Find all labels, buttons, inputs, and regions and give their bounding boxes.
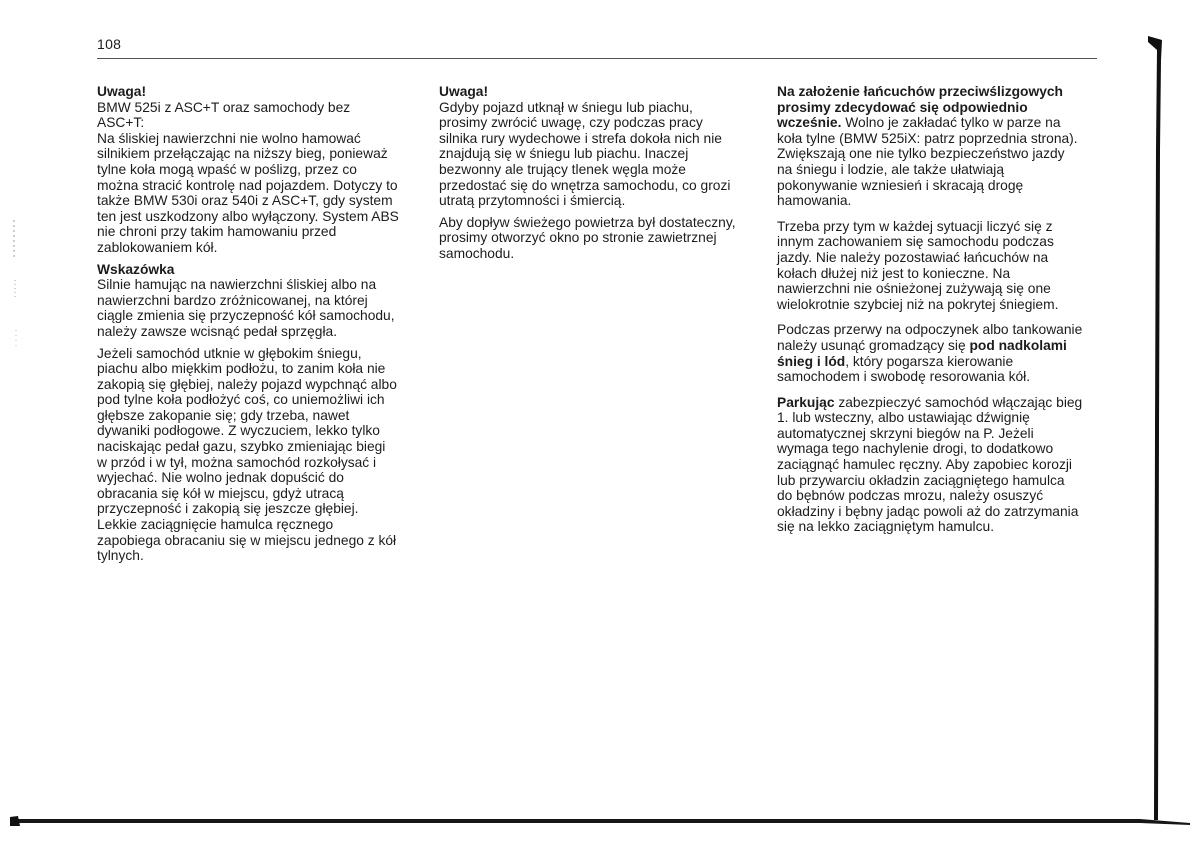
bottom-edge-rule bbox=[10, 814, 1190, 828]
exhaust-warning-body: Gdyby pojazd utknął w śniegu lub piachu, prosimy zwrócić uwagę, czy podczas pracy silnika rury wydechowe i strefa dokoła nich nie znajdują się w śniegu lub piachu. Inaczej bezwonny ale trujący tlenek węgla może przedostać się do wnętrza samochodu, co grozi utratą przytomności i śmiercią. bbox=[439, 99, 731, 209]
parking-paragraph bbox=[777, 395, 1083, 535]
warning-heading: Uwaga! bbox=[97, 84, 147, 99]
ventilation-paragraph: Aby dopływ świeżego powietrza był dostateczny, prosimy otworzyć okno po stronie zawietrznej samochodu. bbox=[439, 214, 736, 261]
wheel-arch-text-a: Podczas przerwy na odpoczynek albo tankowanie należy usunąć gromadzący się bbox=[777, 322, 1083, 353]
parking-bold: Parkując bbox=[777, 394, 835, 410]
binding-edge-mark bbox=[1148, 30, 1164, 830]
wheel-arch-snow-paragraph bbox=[777, 322, 1083, 384]
snow-chains-paragraph bbox=[777, 84, 1083, 209]
tip-body: Silnie hamując na nawierzchni śliskiej albo na nawierzchni bardzo zróżnicowanej, na której ciągle zmienia się przyczepność kół samochodu, należy zawsze wcisnąć pedał sprzęgła. bbox=[97, 277, 395, 339]
warning-heading-2: Uwaga! bbox=[439, 84, 489, 99]
column-right bbox=[777, 84, 1083, 535]
page-number: 108 bbox=[97, 36, 122, 52]
warning-subject: BMW 525i z ASC+T oraz samochody bez ASC+T: bbox=[97, 99, 351, 131]
chains-usage-paragraph: Trzeba przy tym w każdej sytuacji liczyć się z innym zachowaniem się samochodu podczas jazdy. Nie należy pozostawiać łańcuchów na kołach dłużej niż jest to konieczne. Na nawierzchni nie ośnieżonej zużywają się one wielokrotnie szybciej niż na pokrytej śniegiem. bbox=[777, 218, 1059, 312]
column-middle bbox=[439, 84, 741, 262]
snow-chains-bold: Na założenie łańcuchów przeciwślizgowych prosimy zdecydować się odpowiednio wcześnie. bbox=[777, 84, 1063, 131]
snow-chains-text: Wolno je zakładać tylko w parze na koła tylne (BMW 525iX: patrz poprzednia strona). Zwiększają one nie tylko bezpieczeństwo jazdy na śniegu i lodzie, ale także ułatwiają pokonywanie wzniesień i skracają drogę hamowania. bbox=[777, 115, 1078, 209]
wheel-arch-bold: pod nadkolami śnieg i lód bbox=[777, 337, 1067, 369]
wheel-arch-text-b: , który pogarsza kierowanie samochodem i swobodę resorowania kół. bbox=[777, 353, 1031, 385]
stuck-vehicle-paragraph: Jeżeli samochód utknie w głębokim śniegu, piachu albo miękkim podłożu, to zanim koła nie zakopią się głębiej, należy pojazd wypchnąć albo pod tylne koła podłożyć coś, co uniemożliwi ich głębsze zakopanie się; gdy trzeba, nawet dywaniki podłogowe. Z wyczuciem, lekko tylko naciskając pedał gazu, szybko zmieniając biegi w przód i w tył, można samochód rozkołysać i wyjechać. Nie wolno jednak dopuścić do obracania się kół w miejscu, gdyż utracą przyczepność i zakopią się jeszcze głębiej. Lekkie zaciągnięcie hamulca ręcznego zapobiega obracaniu się w miejscu jednego z kół tylnych. bbox=[97, 345, 397, 564]
parking-text: zabezpieczyć samochód włączając bieg 1. lub wsteczny, albo ustawiając dźwignię automatycznej skrzyni biegów na P. Jeżeli wymaga tego nachylenie drogi, to dodatkowo zaciągnąć hamulec ręczny. Aby zapobiec korozji lub przywarciu okładzin zaciągniętego hamulca do bębnów podczas mrozu, należy osuszyć okładziny i bębny jadąc powoli aż do zatrzymania się na lekko zaciągniętym hamulcu. bbox=[777, 394, 1083, 535]
column-left bbox=[97, 84, 399, 564]
scan-artifact bbox=[0, 200, 30, 400]
warning-body: Na śliskiej nawierzchni nie wolno hamować silnikiem przełączając na niższy bieg, ponieważ tylne koła mogą wpaść w poślizg, przez co można stracić kontrolę nad pojazdem. Dotyczy to także BMW 530i oraz 540i z ASC+T, gdy system ten jest uszkodzony albo wyłączony. System ABS nie chroni przy takim hamowaniu przed zablokowaniem kół. bbox=[97, 130, 399, 255]
tip-heading: Wskazówka bbox=[97, 261, 175, 277]
header-rule bbox=[97, 58, 1097, 59]
